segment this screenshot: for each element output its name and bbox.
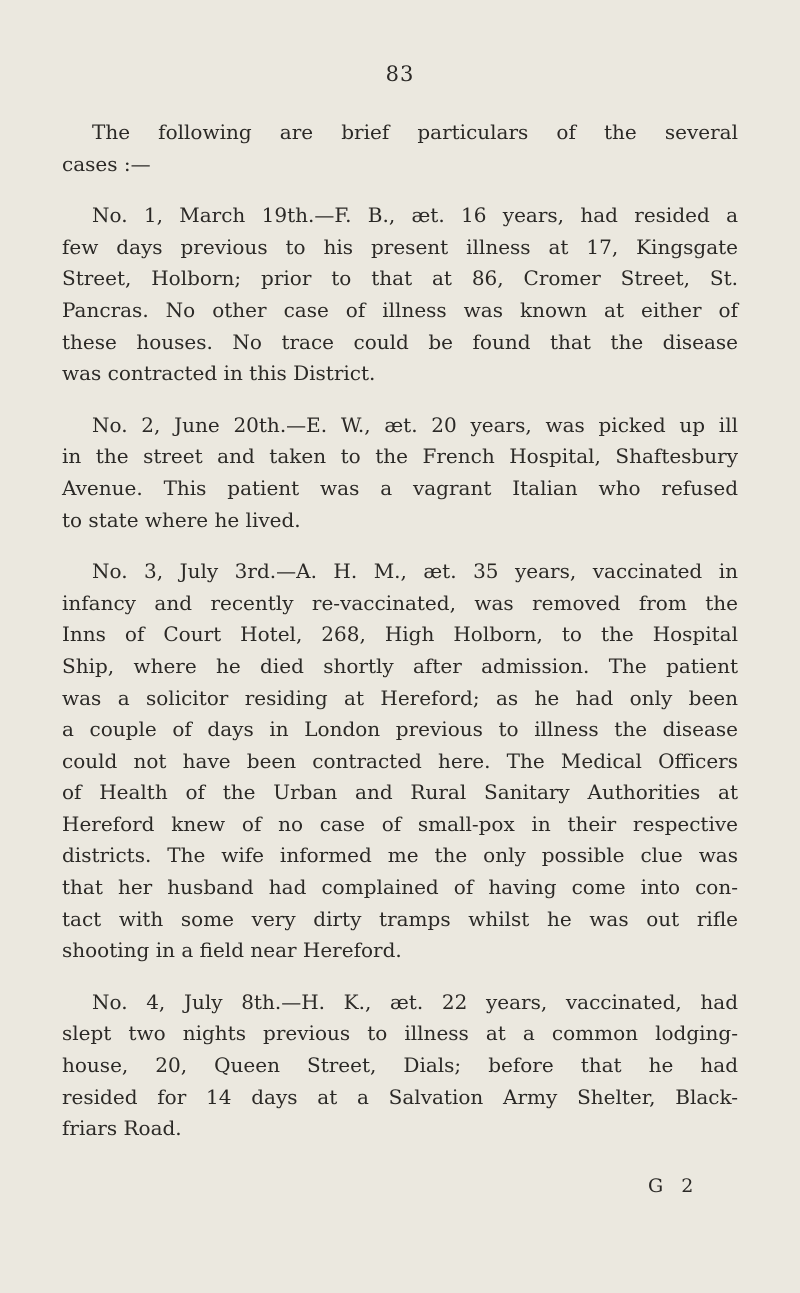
text-line: of Health of the Urban and Rural Sanitary Authorities at bbox=[62, 780, 738, 805]
text-line: The following are brief particulars of the several bbox=[92, 120, 738, 144]
text-line: slept two nights previous to illness at a common lodging- bbox=[62, 1021, 738, 1046]
text-line: house, 20, Queen Street, Dials; before that he had bbox=[62, 1053, 738, 1078]
page-number: 83 bbox=[385, 62, 415, 86]
text-line: Avenue. This patient was a vagrant Italian who refused bbox=[62, 475, 738, 500]
text-line: to state where he lived. bbox=[62, 507, 301, 532]
text-line: No. 2, June 20th.—E. W., æt. 20 years, was picked up ill bbox=[92, 412, 738, 437]
text-line: these houses. No trace could be found that the disease bbox=[62, 329, 738, 354]
case-1-paragraph bbox=[62, 200, 738, 390]
text-line: Ship, where he died shortly after admission. The patient bbox=[62, 653, 738, 678]
text-line: could not have been contracted here. The Medical Officers bbox=[62, 748, 738, 773]
text-line: Pancras. No other case of illness was known at either of bbox=[62, 297, 738, 322]
text-line: infancy and recently re-vaccinated, was removed from the bbox=[62, 590, 738, 615]
case-2-paragraph bbox=[62, 410, 738, 536]
text-line: was contracted in this District. bbox=[62, 361, 376, 386]
text-line: a couple of days in London previous to illness the disease bbox=[62, 717, 738, 742]
text-line: resided for 14 days at a Salvation Army Shelter, Black- bbox=[62, 1084, 738, 1109]
text-line: Inns of Court Hotel, 268, High Holborn, to the Hospital bbox=[62, 622, 738, 647]
text-line: few days previous to his present illness at 17, Kingsgate bbox=[62, 234, 738, 259]
intro-paragraph bbox=[62, 117, 738, 180]
text-line: No. 4, July 8th.—H. K., æt. 22 years, vaccinated, had bbox=[92, 989, 738, 1014]
text-line: tact with some very dirty tramps whilst he was out rifle bbox=[62, 906, 738, 931]
text-line: that her husband had complained of having come into con- bbox=[62, 875, 738, 900]
case-3-paragraph bbox=[62, 556, 738, 967]
document-body bbox=[62, 117, 738, 1165]
text-line: in the street and taken to the French Hospital, Shaftesbury bbox=[62, 444, 738, 469]
text-line: cases :— bbox=[62, 151, 151, 176]
text-line: Hereford knew of no case of small-pox in their respective bbox=[62, 811, 738, 836]
text-line: No. 3, July 3rd.—A. H. M., æt. 35 years, vaccinated in bbox=[92, 559, 738, 584]
text-line: was a solicitor residing at Hereford; as he had only been bbox=[62, 685, 738, 710]
text-line: No. 1, March 19th.—F. B., æt. 16 years, had resided a bbox=[92, 203, 738, 228]
case-4-paragraph bbox=[62, 987, 738, 1145]
text-line: shooting in a field near Hereford. bbox=[62, 938, 402, 963]
text-line: districts. The wife informed me the only possible clue was bbox=[62, 843, 738, 868]
signature-mark: G 2 bbox=[648, 1175, 700, 1197]
text-line: friars Road. bbox=[62, 1116, 182, 1141]
text-line: Street, Holborn; prior to that at 86, Cromer Street, St. bbox=[62, 266, 738, 291]
